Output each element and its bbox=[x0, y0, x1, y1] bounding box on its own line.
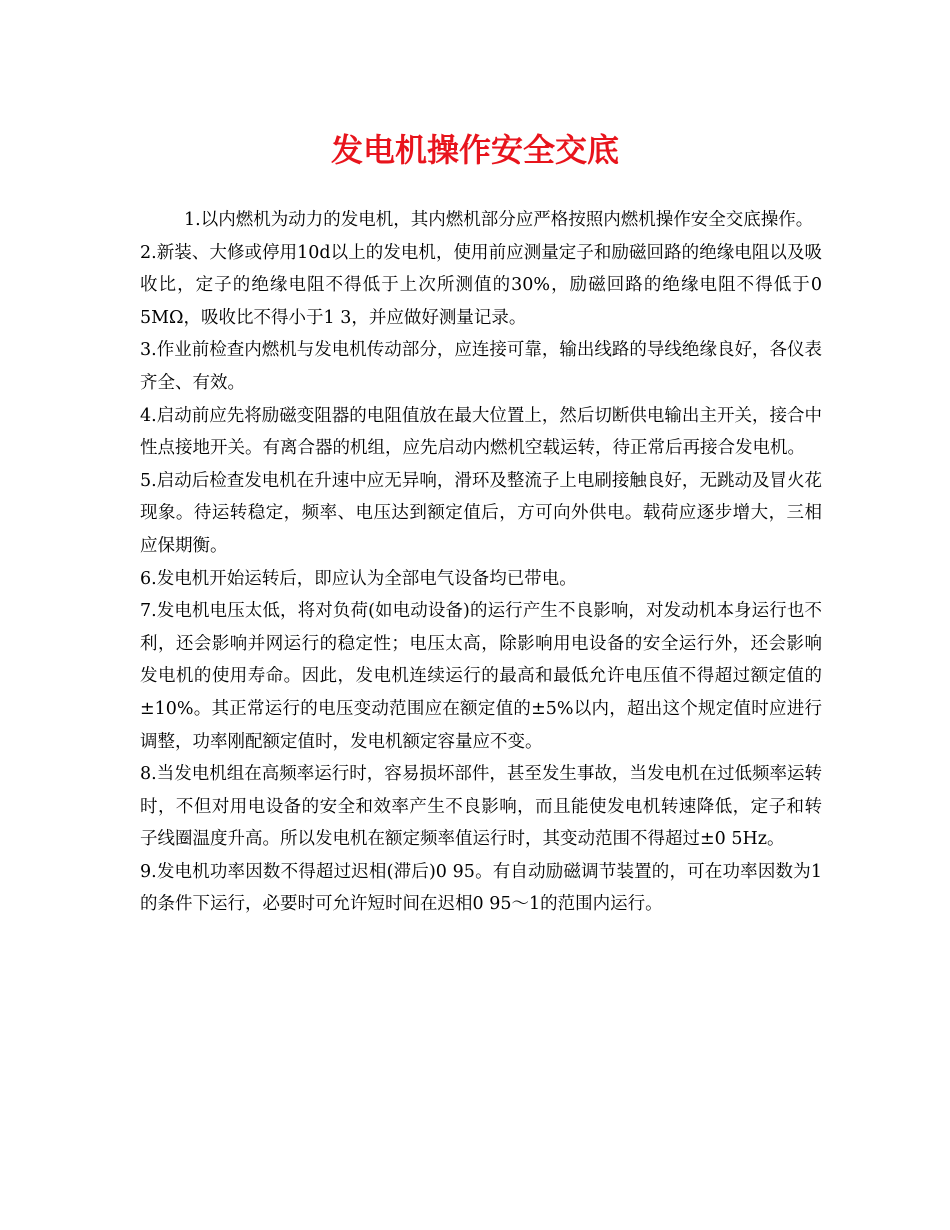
paragraph-7: 7.发电机电压太低，将对负荷(如电动设备)的运行产生不良影响，对发动机本身运行也不利，还会影响并网运行的稳定性；电压太高，除影响用电设备的安全运行外，还会影响发电机的使用寿命。因此，发电机连续运行的最高和最低允许电压值不得超过额定值的±10%。其正常运行的电压变动范围应在额定值的±5%以内，超出这个规定值时应进行调整，功率刚配额定值时，发电机额定容量应不变。 bbox=[140, 601, 822, 752]
paragraph-5: 5.启动后检查发电机在升速中应无异响，滑环及整流子上电刷接触良好，无跳动及冒火花现象。待运转稳定，频率、电压达到额定值后，方可向外供电。载荷应逐步增大，三相应保期衡。 bbox=[140, 470, 822, 556]
paragraph-9: 9.发电机功率因数不得超过迟相(滞后)0 95。有自动励磁调节装置的，可在功率因数为1的条件下运行，必要时可允许短时间在迟相0 95～1的范围内运行。 bbox=[140, 861, 822, 915]
paragraph-8: 8.当发电机组在高频率运行时，容易损坏部件，甚至发生事故，当发电机在过低频率运转时，不但对用电设备的安全和效率产生不良影响，而且能使发电机转速降低，定子和转子线圈温度升高。所以发电机在额定频率值运行时，其变动范围不得超过±0 5Hz。 bbox=[140, 764, 822, 850]
paragraph-3: 3.作业前检查内燃机与发电机传动部分，应连接可靠，输出线路的导线绝缘良好，各仪表齐全、有效。 bbox=[140, 340, 822, 393]
document-body bbox=[140, 204, 822, 921]
paragraph-4: 4.启动前应先将励磁变阻器的电阻值放在最大位置上，然后切断供电输出主开关，接合中性点接地开关。有离合器的机组，应先启动内燃机空载运转，待正常后再接合发电机。 bbox=[140, 405, 822, 459]
paragraph-2: 2.新装、大修或停用10d以上的发电机，使用前应测量定子和励磁回路的绝缘电阻以及吸收比，定子的绝缘电阻不得低于上次所测值的30%，励磁回路的绝缘电阻不得低于0 5MΩ，吸收比不得小于1 3，并应做好测量记录。 bbox=[140, 242, 822, 328]
document-title: 发电机操作安全交底 bbox=[330, 131, 619, 169]
paragraph-6: 6.发电机开始运转后，即应认为全部电气设备均已带电。 bbox=[140, 568, 577, 589]
paragraph-1: 1.以内燃机为动力的发电机，其内燃机部分应严格按照内燃机操作安全交底操作。 bbox=[184, 210, 814, 230]
